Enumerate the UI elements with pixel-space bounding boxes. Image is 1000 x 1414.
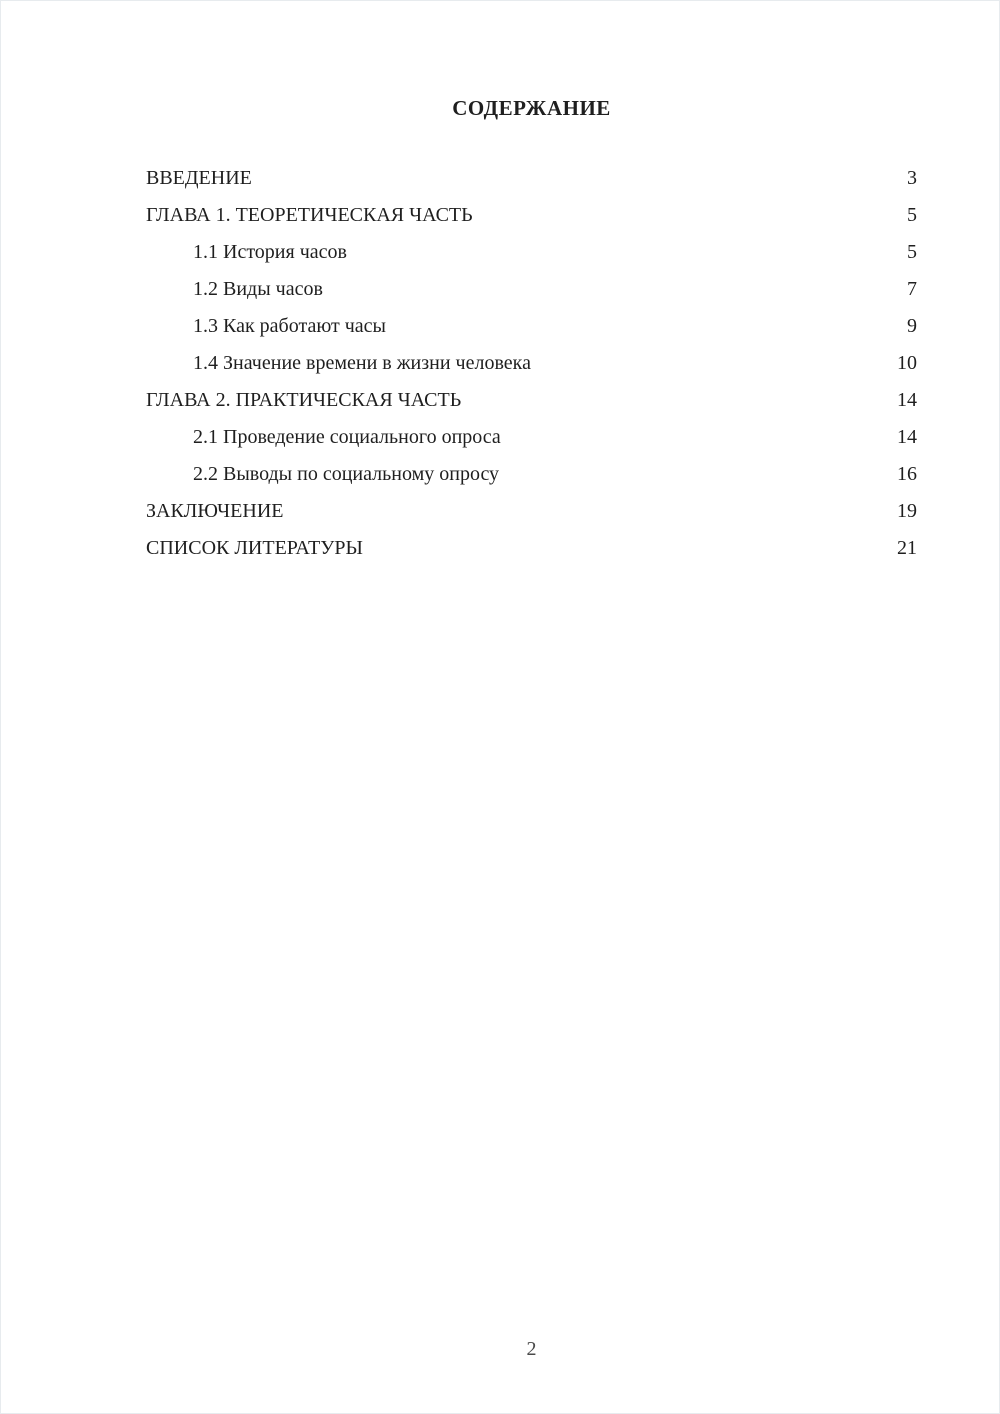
toc-entry-page: 5 [907, 241, 917, 263]
toc-entry-label: СПИСОК ЛИТЕРАТУРЫ [146, 537, 363, 559]
table-of-contents [146, 160, 917, 567]
toc-entry-page: 19 [897, 500, 917, 522]
toc-entry-label: 1.1 История часов [193, 241, 347, 263]
toc-entry-section-1-1 [146, 234, 917, 271]
toc-entry-page: 21 [897, 537, 917, 559]
toc-entry-chapter-1 [146, 197, 917, 234]
page-title: СОДЕРЖАНИЕ [452, 96, 611, 120]
toc-entry-label: 1.4 Значение времени в жизни человека [193, 352, 531, 374]
toc-entry-section-2-2 [146, 456, 917, 493]
toc-entry-introduction [146, 160, 917, 197]
toc-entry-chapter-2 [146, 382, 917, 419]
toc-entry-label: 2.2 Выводы по социальному опросу [193, 463, 500, 485]
toc-entry-bibliography [146, 530, 917, 567]
toc-entry-page: 14 [897, 426, 917, 448]
toc-entry-section-1-2 [146, 271, 917, 308]
toc-entry-page: 14 [897, 389, 917, 411]
toc-entry-label: 2.1 Проведение социального опроса [193, 426, 501, 448]
page-number: 2 [526, 1338, 537, 1360]
toc-entry-page: 16 [897, 463, 917, 485]
toc-entry-label: ГЛАВА 2. ПРАКТИЧЕСКАЯ ЧАСТЬ [146, 389, 462, 411]
toc-entry-label: ЗАКЛЮЧЕНИЕ [146, 500, 284, 522]
toc-entry-section-1-4 [146, 345, 917, 382]
toc-entry-section-1-3 [146, 308, 917, 345]
toc-entry-conclusion [146, 493, 917, 530]
toc-entry-page: 5 [907, 204, 917, 226]
toc-entry-page: 7 [907, 278, 917, 300]
toc-entry-section-2-1 [146, 419, 917, 456]
toc-entry-label: ВВЕДЕНИЕ [146, 167, 252, 189]
toc-entry-label: 1.2 Виды часов [193, 278, 323, 300]
toc-entry-page: 9 [907, 315, 917, 337]
toc-entry-label: 1.3 Как работают часы [193, 315, 386, 337]
toc-entry-page: 10 [897, 352, 917, 374]
toc-entry-page: 3 [907, 167, 917, 189]
toc-entry-label: ГЛАВА 1. ТЕОРЕТИЧЕСКАЯ ЧАСТЬ [146, 204, 473, 226]
text-column [146, 1, 917, 567]
